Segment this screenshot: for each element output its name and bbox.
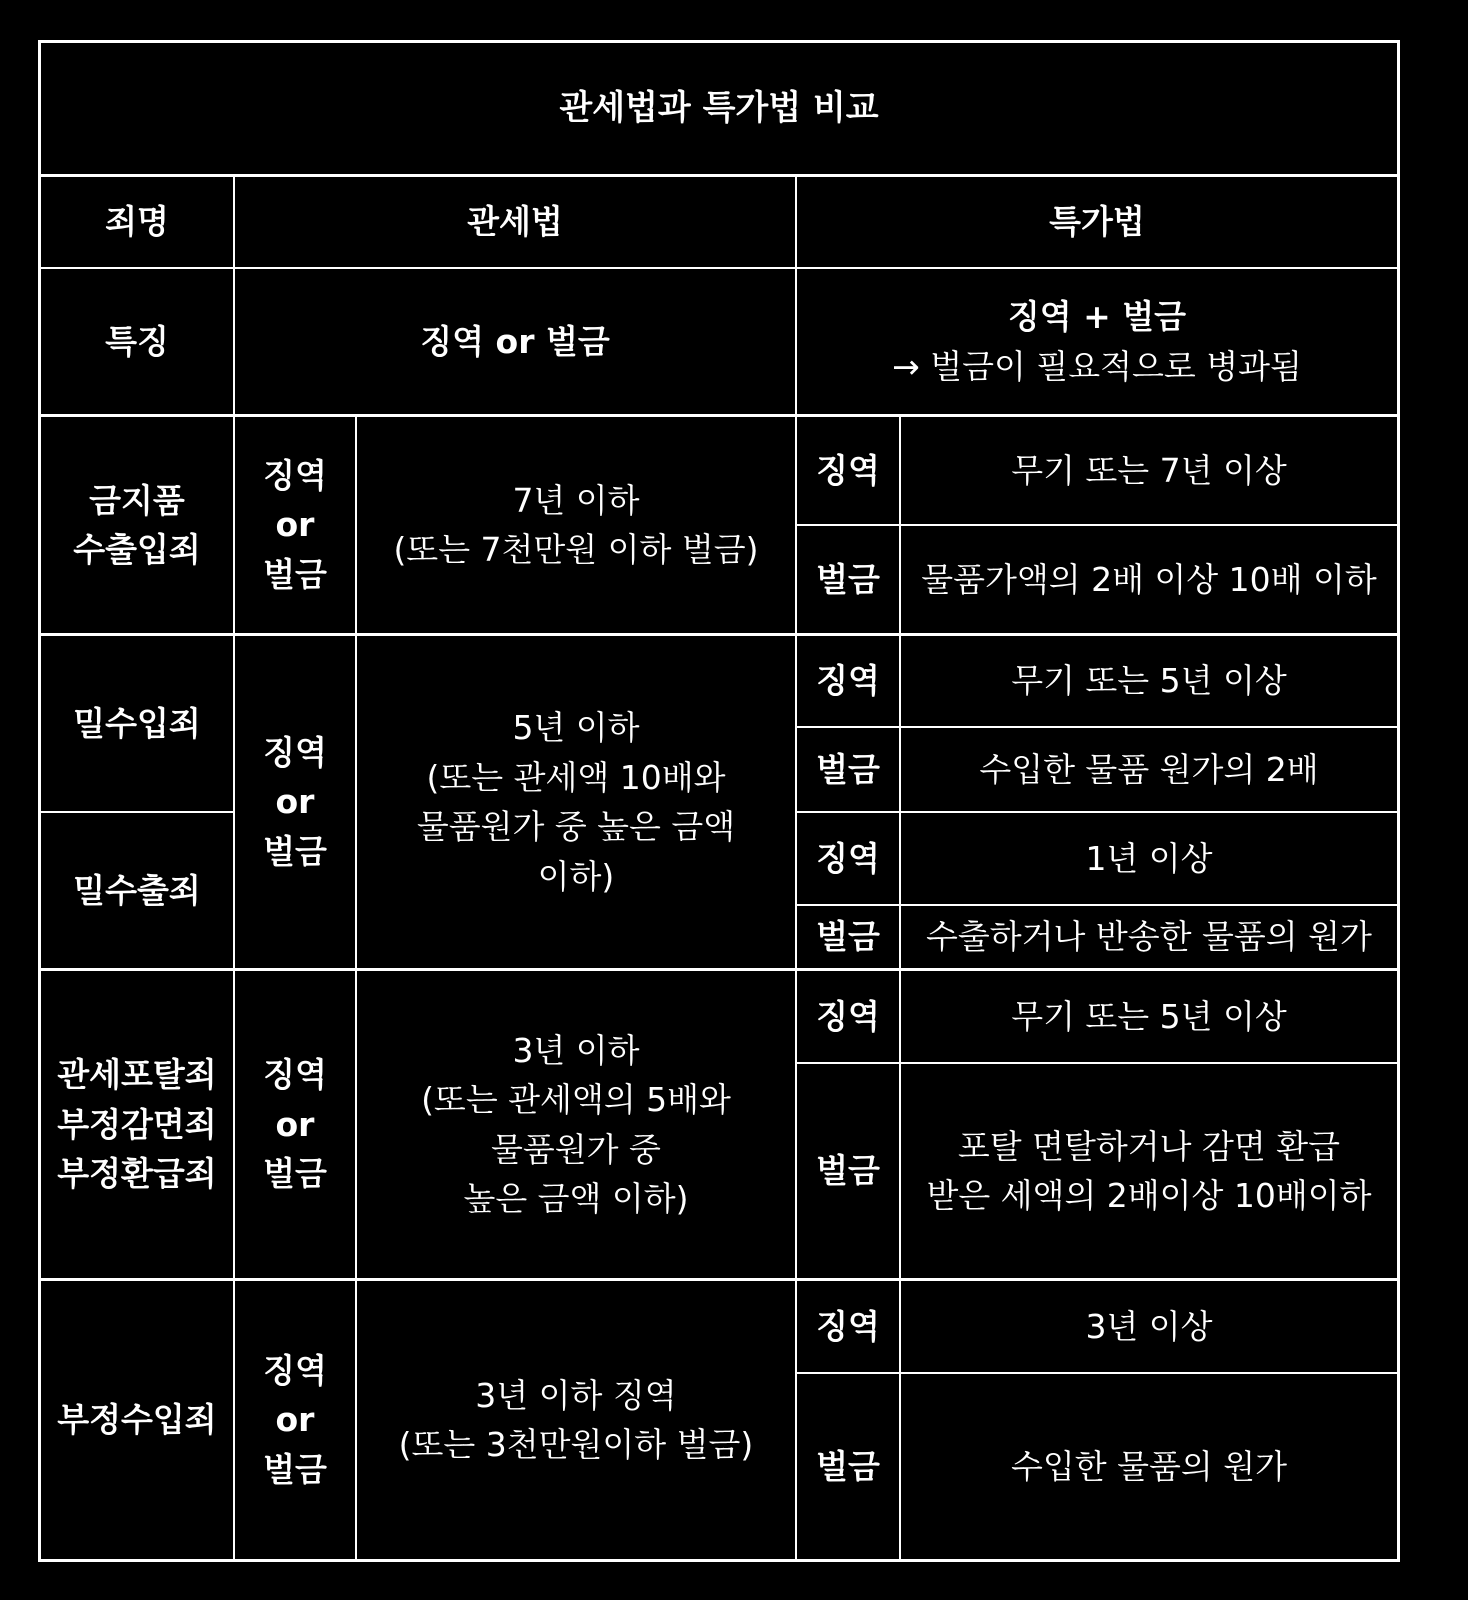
row2-special-value-3: 1년 이상: [1085, 838, 1213, 878]
row1-penalty-line2: or: [275, 505, 315, 545]
row4-penalty-line3: 벌금: [263, 1449, 327, 1489]
row2-special-type-2: 벌금: [816, 749, 880, 789]
row3-customs: [357, 971, 795, 1278]
row2-special-value-4: 수출하거나 반송한 물품의 원가: [926, 917, 1372, 957]
row3-name-line1: 관세포탈죄: [57, 1055, 217, 1095]
row4-penalty-line1: 징역: [263, 1350, 327, 1390]
row3-penalty-line2: or: [275, 1104, 315, 1144]
row3-special-type-2: 벌금: [816, 1151, 880, 1191]
row2-special-value-2: 수입한 물품 원가의 2배: [979, 749, 1319, 789]
row2-customs-line2: (또는 관세액 10배와: [426, 757, 726, 797]
row3-special-value-2-line2: 받은 세액의 2배이상 10배이하: [926, 1176, 1372, 1215]
feature-special: [797, 269, 1397, 414]
row1-special-value-2: 물품가액의 2배 이상 10배 이하: [921, 559, 1377, 599]
row4-special-type-1: 징역: [816, 1306, 880, 1346]
row2-special-type-1: 징역: [816, 661, 880, 701]
row4-name: 부정수입죄: [57, 1400, 217, 1440]
row3-customs-line2: (또는 관세액의 5배와: [421, 1080, 731, 1119]
row2-penalty-line1: 징역: [263, 732, 327, 772]
row2-customs-line1: 5년 이하: [512, 708, 640, 747]
feature-customs: 징역 or 벌금: [420, 321, 610, 361]
row3-special-value-2-line1: 포탈 면탈하거나 감면 환급: [957, 1126, 1341, 1166]
row2-name-import: 밀수입죄: [73, 703, 201, 743]
row2-customs: [357, 636, 795, 968]
row2-penalty: [235, 636, 355, 968]
row1-special-type-2: 벌금: [816, 559, 880, 599]
row1-special-type-1: 징역: [816, 450, 880, 490]
row2-special-value-1: 무기 또는 5년 이상: [1011, 661, 1287, 701]
row2-special-type-4: 벌금: [816, 917, 880, 957]
row2-penalty-line2: or: [275, 782, 315, 822]
row1-customs-line2: (또는 7천만원 이하 벌금): [393, 530, 759, 569]
row1-penalty: [235, 417, 355, 633]
row4-special-value-1: 3년 이상: [1085, 1306, 1213, 1346]
row4-penalty: [235, 1281, 355, 1559]
row1-penalty-line3: 벌금: [263, 554, 327, 594]
header-name: 죄명: [105, 201, 169, 241]
row1-customs: [357, 417, 795, 633]
row3-special-value-1: 무기 또는 5년 이상: [1011, 996, 1287, 1036]
row4-customs: [357, 1281, 795, 1559]
row2-customs-line3: 물품원가 중 높은 금액: [416, 807, 736, 846]
row3-penalty: [235, 971, 355, 1278]
row3-penalty-line3: 벌금: [263, 1154, 327, 1194]
row3-customs-line4: 높은 금액 이하): [463, 1179, 689, 1218]
row3-name-line2: 부정감면죄: [57, 1104, 217, 1144]
header-customs-law: 관세법: [467, 201, 563, 241]
row2-name-export: 밀수출죄: [73, 870, 201, 910]
row1-name: [41, 417, 233, 633]
row3-customs-line1: 3년 이하: [512, 1030, 640, 1070]
row3-name-line3: 부정환급죄: [57, 1154, 217, 1194]
row2-customs-line4: 이하): [537, 856, 615, 896]
row3-customs-line3: 물품원가 중: [491, 1129, 661, 1169]
row4-customs-line2: (또는 3천만원이하 벌금): [398, 1425, 754, 1464]
feature-special-line2: → 벌금이 필요적으로 병과됨: [892, 346, 1302, 386]
row3-special-type-1: 징역: [816, 996, 880, 1036]
row1-customs-line1: 7년 이하: [512, 480, 640, 520]
row4-customs-line1: 3년 이하 징역: [475, 1375, 677, 1415]
row4-special-type-2: 벌금: [816, 1446, 880, 1486]
row1-special-value-1: 무기 또는 7년 이상: [1011, 450, 1287, 490]
row2-special-type-3: 징역: [816, 838, 880, 878]
row1-name-line2: 수출입죄: [73, 530, 201, 569]
feature-special-line1: 징역 + 벌금: [1007, 297, 1187, 336]
table-title: 관세법과 특가법 비교: [559, 88, 879, 128]
row1-name-line1: 금지품: [89, 480, 185, 520]
row3-penalty-line1: 징역: [263, 1055, 327, 1095]
row4-special-value-2: 수입한 물품의 원가: [1010, 1446, 1287, 1486]
row2-penalty-line3: 벌금: [263, 831, 327, 871]
row1-penalty-line1: 징역: [263, 455, 327, 495]
feature-label: 특징: [105, 321, 169, 361]
header-special-law: 특가법: [1049, 201, 1145, 241]
row3-special-value-2: [901, 1064, 1397, 1278]
row4-penalty-line2: or: [275, 1400, 315, 1440]
row3-name: [41, 971, 233, 1278]
